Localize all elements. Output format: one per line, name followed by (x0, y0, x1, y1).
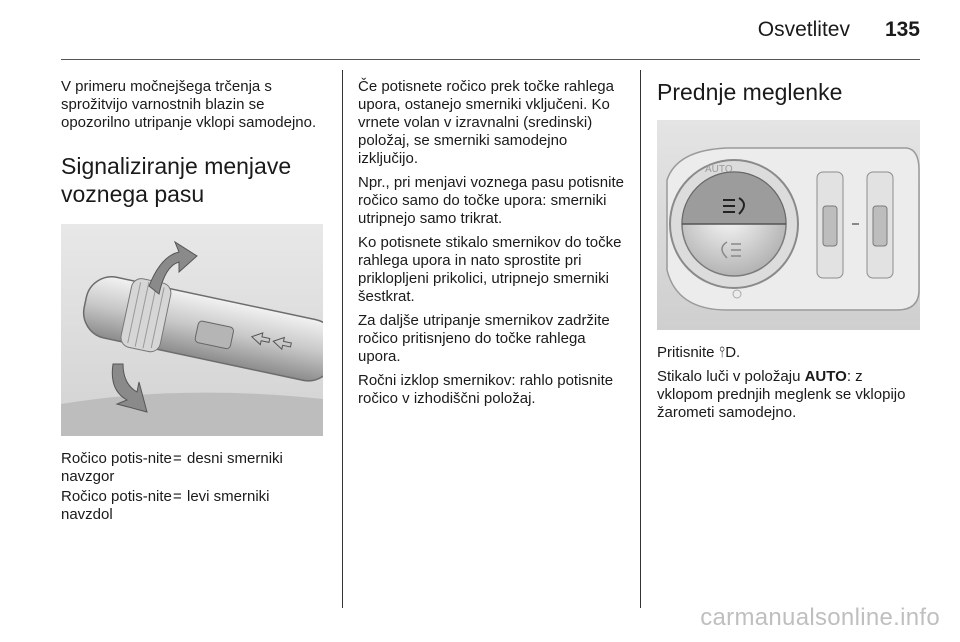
auto-pre-text: Stikalo luči v položaju (657, 368, 805, 385)
section-heading-lane-change: Signaliziranje menjave voznega pasu (61, 153, 292, 207)
paragraph-4: Za daljše utripanje smernikov zadržite ročico pritisnjeno do točke rahlega upora. (358, 312, 610, 365)
light-switch-illustration (657, 120, 920, 330)
paragraph-1: Če potisnete ročico prek točke rahlega upora, ostanejo smerniki vključeni. Ko vrnete volan v izravnalni (sredinski) položaj, se smerniki samodejno izključijo. (358, 78, 614, 167)
knob-auto-label: AUTO (705, 164, 733, 175)
section-heading-fog-lights: Prednje meglenke (657, 79, 843, 105)
page-number: 135 (884, 18, 920, 41)
paragraph-2: Npr., pri menjavi voznega pasu potisnite ročico samo do točke upora: smerniki utripnejo samo trikrat. (358, 174, 624, 227)
fog-light-symbol: ⫯D (718, 344, 737, 361)
auto-paragraph (657, 368, 920, 422)
auto-post-text: : z vklopom prednjih meglenk se vklopijo žarometi samodejno. (657, 368, 906, 421)
header-divider (61, 59, 920, 60)
column-2 (358, 78, 628, 414)
column-divider-2 (640, 70, 641, 608)
legend-eq-up: = (173, 450, 182, 467)
press-instruction (657, 344, 920, 362)
column-3 (657, 78, 920, 428)
watermark: carmanualsonline.info (700, 604, 940, 631)
auto-bold-text: AUTO (804, 368, 847, 385)
column-divider-1 (342, 70, 343, 608)
legend-term-down: Ročico potis-nite navzdol (61, 488, 172, 523)
legend-table (61, 450, 326, 524)
legend-term-up: Ročico potis-nite navzgor (61, 450, 172, 485)
paragraph-5: Ročni izklop smernikov: rahlo potisnite ročico v izhodiščni položaj. (358, 372, 614, 407)
press-end: . (736, 344, 741, 361)
turn-signal-lever-illustration (61, 224, 323, 436)
press-text: Pritisnite (657, 344, 719, 361)
paragraph-3: Ko potisnete stikalo smernikov do točke rahlega upora in nato sprostite pri priklopljeni prikolici, utripnejo smerniki šestkrat. (358, 234, 622, 305)
intro-paragraph: V primeru močnejšega trčenja s sprožitvijo varnostnih blazin se opozorilno utripanje vklopi samodejno. (61, 78, 317, 131)
legend-desc-down: levi smerniki (187, 488, 270, 505)
legend-desc-up: desni smerniki (187, 450, 283, 467)
legend-eq-down: = (173, 488, 182, 505)
page-header-title: Osvetlitev (757, 18, 850, 41)
column-1 (61, 78, 326, 524)
